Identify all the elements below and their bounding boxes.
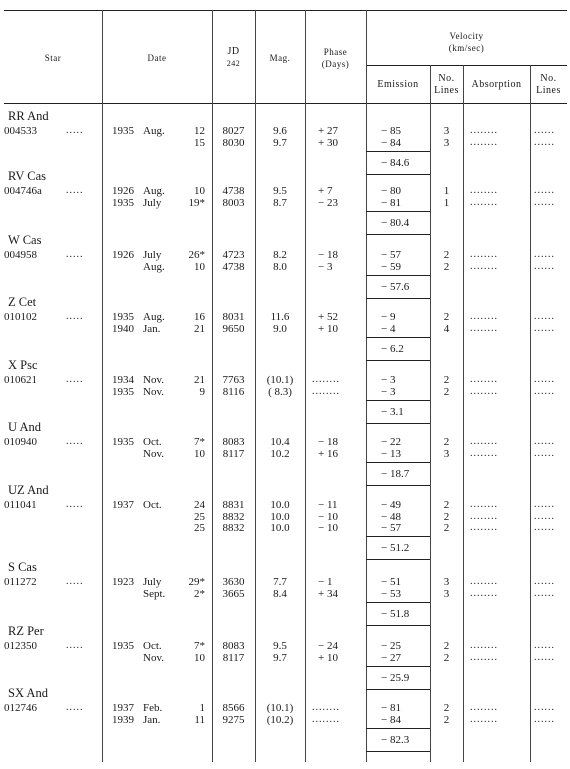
obs-phase: + 52 [318,311,338,323]
header-no-lines: No. [438,73,455,84]
header-star: Star [44,53,62,63]
row-rule [366,151,430,152]
header-mag: Mag. [269,53,291,63]
obs-year: 1926 [112,249,134,261]
obs-emission: − 51 [381,576,401,588]
obs-phase: ........ [312,702,340,713]
obs-abs-lines: ...... [534,260,555,272]
obs-phase: + 16 [318,447,338,460]
obs-emission: − 3 [381,385,396,398]
row-rule [366,423,430,424]
obs-abs-lines: ...... [534,587,555,599]
obs-phase: − 1 [318,576,333,588]
obs-absorption: ........ [470,136,498,148]
obs-phase: + 10 [318,651,338,664]
obs-jd: 4738 [222,185,245,197]
obs-phase: + 10 [318,322,338,335]
row-rule [366,536,430,537]
dot-leader: ..... [66,125,84,136]
dot-leader: ..... [66,311,84,322]
obs-lines: 3 [443,587,450,600]
dot-leader: ..... [66,499,84,510]
obs-jd: 8027 [222,125,245,137]
row-rule [366,360,430,361]
obs-abs-lines: ...... [534,385,555,397]
row-rule [366,728,430,729]
mean-velocity: − 82.3 [381,733,410,746]
obs-phase: + 27 [318,125,338,137]
obs-abs-lines: ...... [534,311,555,322]
obs-lines: 2 [443,311,450,323]
obs-lines: 3 [443,447,450,460]
obs-mag: 11.6 [270,311,290,323]
star-name: X Psc [8,358,38,372]
obs-abs-lines: ...... [534,125,555,136]
obs-absorption: ........ [470,260,498,272]
obs-abs-lines: ...... [534,185,555,196]
dot-leader: ..... [66,249,84,260]
obs-mag: 9.0 [273,322,287,335]
obs-absorption: ........ [470,702,498,713]
row-rule [366,211,430,212]
obs-abs-lines: ...... [534,576,555,587]
obs-mag: (10.1) [266,702,294,714]
obs-abs-lines: ...... [534,374,555,385]
obs-phase: − 11 [318,499,338,511]
obs-year: 1935 [112,436,134,448]
obs-emission: − 81 [381,702,401,714]
star-name: RZ Per [8,624,44,638]
obs-month: Aug. [143,125,165,137]
star-name: U And [8,420,41,434]
header-bottom-rule [4,103,567,104]
obs-lines: 2 [443,702,450,714]
mean-velocity: − 80.4 [381,216,410,229]
obs-absorption: ........ [470,385,498,397]
obs-lines: 1 [443,196,450,209]
obs-jd: 8003 [222,196,245,209]
obs-day: 19* [188,196,205,209]
row-rule [366,298,430,299]
obs-mag: 10.0 [270,522,290,534]
star-id: 004533 [4,125,37,137]
obs-day: 1 [199,702,205,714]
obs-jd: 9650 [222,322,245,335]
col-rule [463,65,464,762]
obs-day: 25 [194,522,205,534]
obs-day: 9 [199,385,205,398]
obs-lines: 2 [443,510,450,523]
obs-day: 21 [194,322,205,335]
obs-absorption: ........ [470,196,498,208]
header-velocity-unit: (km/sec) [448,43,485,53]
obs-jd: 8117 [222,651,245,664]
row-rule [366,602,430,603]
obs-phase: + 7 [318,185,333,197]
obs-jd: 8083 [222,436,245,448]
obs-absorption: ........ [470,576,498,587]
obs-absorption: ........ [470,311,498,322]
obs-abs-lines: ...... [534,651,555,663]
obs-jd: 8832 [222,522,245,534]
obs-jd: 4723 [222,249,245,261]
obs-year: 1923 [112,576,134,588]
obs-mag: (10.2) [266,713,294,726]
star-name: SX And [8,686,48,700]
obs-day: 2* [194,587,205,600]
obs-abs-lines: ...... [534,447,555,459]
obs-phase: − 18 [318,436,338,448]
obs-year: 1940 [112,322,134,335]
obs-absorption: ........ [470,510,498,522]
obs-abs-lines: ...... [534,249,555,260]
obs-day: 26* [188,249,205,261]
row-rule [366,337,430,338]
star-id: 004746a [4,185,42,197]
obs-emission: − 81 [381,196,401,209]
star-name: RV Cas [8,169,47,183]
obs-month: July [143,576,162,588]
obs-year: 1935 [112,125,134,137]
obs-jd: 8566 [222,702,245,714]
obs-lines: 2 [443,436,450,448]
obs-jd: 8832 [222,510,245,523]
obs-year: 1937 [112,702,134,714]
obs-lines: 2 [443,651,450,664]
obs-lines: 2 [443,713,450,726]
obs-jd: 7763 [222,374,245,386]
dot-leader: ..... [66,436,84,447]
row-rule [366,751,430,752]
dot-leader: ..... [66,702,84,713]
obs-month: Oct. [143,499,162,511]
header-emission: Emission [377,79,419,90]
col-rule [530,65,531,762]
obs-month: July [143,196,162,209]
col-rule [366,10,367,762]
obs-emission: − 25 [381,640,401,652]
obs-year: 1939 [112,713,134,726]
obs-month: Nov. [143,447,164,460]
obs-absorption: ........ [470,713,498,725]
obs-mag: 9.5 [273,640,287,652]
obs-year: 1935 [112,385,134,398]
star-id: 012350 [4,640,37,652]
obs-phase: + 30 [318,136,338,149]
star-id: 010621 [4,374,37,386]
row-rule [366,485,430,486]
obs-absorption: ........ [470,374,498,385]
obs-lines: 2 [443,522,450,534]
header-phase: Phase [323,47,348,57]
obs-day: 25 [194,510,205,523]
obs-month: Aug. [143,311,165,323]
mean-velocity: − 51.8 [381,607,410,620]
obs-month: Nov. [143,374,164,386]
top-rule [4,10,567,11]
mean-velocity: − 57.6 [381,280,410,293]
obs-mag: 7.7 [273,576,287,588]
obs-day: 16 [194,311,205,323]
header-no-lines: Lines [434,85,459,96]
obs-emission: − 48 [381,510,401,523]
obs-jd: 8117 [222,447,245,460]
obs-abs-lines: ...... [534,522,555,533]
obs-emission: − 57 [381,522,401,534]
obs-absorption: ........ [470,447,498,459]
obs-month: Aug. [143,260,165,273]
obs-day: 29* [188,576,205,588]
obs-lines: 2 [443,249,450,261]
row-rule [366,666,430,667]
obs-absorption: ........ [470,651,498,663]
row-rule [366,174,430,175]
star-id: 010940 [4,436,37,448]
star-name: Z Cet [8,295,37,309]
obs-abs-lines: ...... [534,436,555,447]
obs-mag: 10.0 [270,510,290,523]
obs-phase: − 3 [318,260,333,273]
obs-abs-lines: ...... [534,702,555,713]
mean-velocity: − 51.2 [381,542,410,554]
obs-absorption: ........ [470,125,498,136]
obs-day: 7* [194,640,205,652]
obs-emission: − 53 [381,587,401,600]
obs-year: 1937 [112,499,134,511]
obs-abs-lines: ...... [534,136,555,148]
header-no-lines-abs: Lines [536,85,561,96]
mean-velocity: − 84.6 [381,156,410,169]
obs-day: 10 [194,185,205,197]
obs-lines: 2 [443,374,450,386]
mean-velocity: − 25.9 [381,671,410,684]
obs-emission: − 3 [381,374,396,386]
obs-day: 7* [194,436,205,448]
obs-mag: 10.4 [270,436,290,448]
obs-emission: − 84 [381,713,401,726]
obs-mag: 9.5 [273,185,287,197]
obs-emission: − 59 [381,260,401,273]
obs-year: 1926 [112,185,134,197]
obs-jd: 4738 [222,260,245,273]
obs-abs-lines: ...... [534,640,555,651]
obs-emission: − 9 [381,311,396,323]
obs-lines: 3 [443,576,450,588]
obs-jd: 3665 [222,587,245,600]
obs-emission: − 13 [381,447,401,460]
obs-mag: 8.7 [273,196,287,209]
obs-month: Jan. [143,713,161,726]
col-rule [102,10,103,762]
col-rule [305,10,306,762]
row-rule [366,559,430,560]
mean-velocity: − 3.1 [381,405,404,418]
obs-absorption: ........ [470,522,498,533]
obs-month: Oct. [143,436,162,448]
obs-lines: 1 [443,185,450,197]
obs-mag: 10.0 [270,499,290,511]
obs-month: Jan. [143,322,161,335]
mean-velocity: − 18.7 [381,467,410,480]
star-name: RR And [8,109,49,123]
obs-jd: 9275 [222,713,245,726]
obs-phase: − 10 [318,510,338,523]
header-no-lines-abs: No. [540,73,557,84]
obs-absorption: ........ [470,499,498,510]
obs-jd: 8083 [222,640,245,652]
obs-mag: 8.0 [273,260,287,273]
star-id: 012746 [4,702,37,714]
obs-month: Nov. [143,651,164,664]
obs-mag: 10.2 [270,447,290,460]
obs-absorption: ........ [470,185,498,196]
obs-lines: 2 [443,385,450,398]
dot-leader: ..... [66,374,84,385]
obs-emission: − 4 [381,322,396,335]
header-jd: JD [227,46,240,57]
obs-year: 1935 [112,311,134,323]
obs-abs-lines: ...... [534,322,555,334]
header-absorption: Absorption [471,79,522,90]
star-id: 011041 [4,499,37,511]
velocity-rule [366,65,567,66]
row-rule [366,689,430,690]
obs-absorption: ........ [470,322,498,334]
obs-day: 10 [194,447,205,460]
obs-absorption: ........ [470,587,498,599]
obs-abs-lines: ...... [534,510,555,522]
obs-jd: 3630 [222,576,245,588]
obs-absorption: ........ [470,436,498,447]
star-name: W Cas [8,233,42,247]
dot-leader: ..... [66,185,84,196]
obs-year: 1935 [112,640,134,652]
obs-year: 1934 [112,374,134,386]
obs-lines: 2 [443,499,450,511]
star-id: 004958 [4,249,37,261]
obs-month: Nov. [143,385,164,398]
obs-day: 10 [194,260,205,273]
obs-mag: (10.1) [266,374,294,386]
obs-day: 10 [194,651,205,664]
obs-emission: − 57 [381,249,401,261]
obs-abs-lines: ...... [534,713,555,725]
obs-jd: 8030 [222,136,245,149]
row-rule [366,400,430,401]
obs-year: 1935 [112,196,134,209]
obs-lines: 4 [443,322,450,335]
star-id: 011272 [4,576,37,588]
dot-leader: ..... [66,640,84,651]
row-rule [366,275,430,276]
obs-phase: ........ [312,385,340,397]
obs-mag: 9.7 [273,651,287,664]
obs-month: Aug. [143,185,165,197]
obs-abs-lines: ...... [534,196,555,208]
obs-day: 15 [194,136,205,149]
obs-absorption: ........ [470,640,498,651]
row-rule [366,234,430,235]
obs-day: 21 [194,374,205,386]
obs-month: Sept. [143,587,166,600]
obs-mag: 8.4 [273,587,287,600]
star-name: S Cas [8,560,37,574]
mean-velocity: − 6.2 [381,342,404,355]
obs-mag: 9.7 [273,136,287,149]
dot-leader: ..... [66,576,84,587]
obs-mag: ( 8.3) [268,385,292,398]
obs-mag: 8.2 [273,249,287,261]
header-date: Date [147,53,167,63]
obs-phase: − 23 [318,196,338,209]
obs-day: 24 [194,499,205,511]
obs-emission: − 27 [381,651,401,664]
obs-jd: 8031 [222,311,245,323]
obs-lines: 3 [443,136,450,149]
header-jd-prefix: 242 [226,59,241,68]
obs-emission: − 22 [381,436,401,448]
obs-lines: 2 [443,640,450,652]
obs-mag: 9.6 [273,125,287,137]
header-phase-unit: (Days) [321,59,350,69]
obs-emission: − 84 [381,136,401,149]
header-velocity: Velocity [449,31,484,41]
obs-month: July [143,249,162,261]
obs-abs-lines: ...... [534,499,555,510]
obs-phase: ........ [312,713,340,725]
obs-month: Oct. [143,640,162,652]
obs-phase: ........ [312,374,340,385]
obs-emission: − 85 [381,125,401,137]
obs-phase: + 34 [318,587,338,600]
obs-month: Feb. [143,702,163,714]
obs-jd: 8116 [222,385,245,398]
obs-phase: − 18 [318,249,338,261]
obs-day: 11 [194,713,205,726]
row-rule [366,625,430,626]
obs-jd: 8831 [222,499,245,511]
obs-phase: − 10 [318,522,338,534]
obs-day: 12 [194,125,205,137]
star-id: 010102 [4,311,37,323]
obs-emission: − 49 [381,499,401,511]
star-name: UZ And [8,483,49,497]
row-rule [366,462,430,463]
obs-lines: 2 [443,260,450,273]
obs-phase: − 24 [318,640,338,652]
obs-emission: − 80 [381,185,401,197]
obs-lines: 3 [443,125,450,137]
obs-absorption: ........ [470,249,498,260]
